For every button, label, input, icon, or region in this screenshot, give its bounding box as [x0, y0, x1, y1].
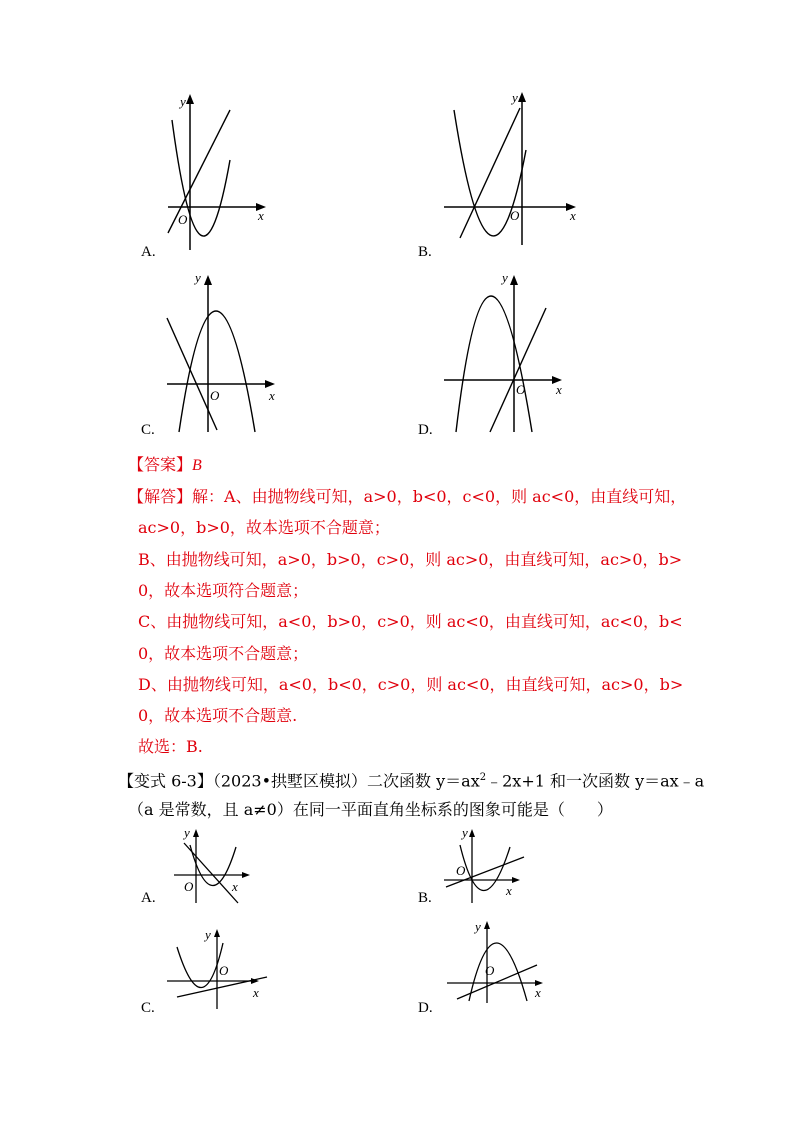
origin-label: O [516, 382, 526, 397]
graph2-option-d [445, 915, 555, 1005]
answer-heading: 【答案】 [128, 455, 193, 474]
solution-heading: 【解答】 [128, 487, 193, 506]
option2-d-label: D. [418, 1000, 433, 1016]
solution-line: C、由抛物线可知，a<0，b>0，c>0，则 ac<0，由直线可知，ac<0，b< [138, 612, 683, 631]
solution-intro: 解： [192, 487, 225, 506]
graph2-option-b [440, 825, 540, 905]
x-axis-label: x [556, 382, 562, 397]
graph-option-b [440, 90, 580, 250]
solution-line: 0，故本选项不合题意. [138, 706, 298, 725]
y-axis-label: y [475, 919, 481, 934]
problem2-text: 二次函数 y＝ax [367, 771, 480, 791]
solution-text: A、由抛物线可知，a>0，b<0，c<0，则 ac<0，由直线可知， [224, 487, 687, 506]
origin-label: O [184, 879, 194, 894]
option2-a-label: A. [141, 890, 156, 906]
problem2-exponent: 2 [479, 772, 487, 783]
solution-line: ac>0，b>0，故本选项不合题意； [138, 518, 390, 537]
answer-value: B [192, 457, 202, 474]
solution-line-1 [128, 487, 686, 507]
graph-option-c [165, 270, 285, 435]
graph2-option-c [165, 925, 275, 1010]
y-axis-label: y [512, 90, 518, 105]
x-axis-label: x [232, 879, 238, 894]
y-axis-label: y [205, 927, 211, 942]
graph2-option-a [170, 825, 260, 905]
solution-line: 0，故本选项不合题意； [138, 644, 309, 663]
origin-label: O [485, 963, 495, 978]
y-axis-label: y [502, 270, 508, 285]
problem2-line-1 [118, 768, 704, 791]
origin-label: O [510, 208, 520, 223]
option-b-label: B. [418, 244, 432, 260]
problem2-source: （2023•拱墅区模拟） [212, 771, 368, 791]
option-c-label: C. [141, 422, 155, 438]
solution-line: 0，故本选项符合题意； [138, 581, 309, 600]
y-axis-label: y [180, 94, 186, 109]
x-axis-label: x [535, 985, 541, 1000]
option-d-label: D. [418, 422, 433, 438]
problem2-text-after: ﹣2x+1 和一次函数 y＝ax﹣a [486, 771, 705, 791]
y-axis-label: y [462, 825, 468, 840]
problem2-line-2: （a 是常数，且 a≠0）在同一平面直角坐标系的图象可能是（ ） [128, 800, 613, 819]
y-axis-label: y [184, 825, 190, 840]
problem2-tag: 【变式 6-3】 [118, 771, 213, 791]
graph-option-d [440, 270, 570, 435]
x-axis-label: x [258, 208, 264, 223]
solution-line: D、由抛物线可知，a<0，b<0，c>0，则 ac<0，由直线可知，ac>0，b> [138, 675, 684, 694]
origin-label: O [210, 388, 220, 403]
option-a-label: A. [141, 244, 156, 260]
origin-label: O [456, 863, 466, 878]
origin-label: O [219, 963, 229, 978]
x-axis-label: x [253, 985, 259, 1000]
origin-label: O [178, 212, 188, 227]
solution-line: B、由抛物线可知，a>0，b>0，c>0，则 ac>0，由直线可知，ac>0，b> [138, 550, 683, 569]
option2-b-label: B. [418, 890, 432, 906]
x-axis-label: x [570, 208, 576, 223]
x-axis-label: x [506, 883, 512, 898]
answer-line [128, 455, 202, 476]
graph-option-a [160, 90, 280, 250]
x-axis-label: x [269, 388, 275, 403]
option2-c-label: C. [141, 1000, 155, 1016]
y-axis-label: y [195, 270, 201, 285]
solution-conclusion: 故选：B. [138, 737, 203, 756]
